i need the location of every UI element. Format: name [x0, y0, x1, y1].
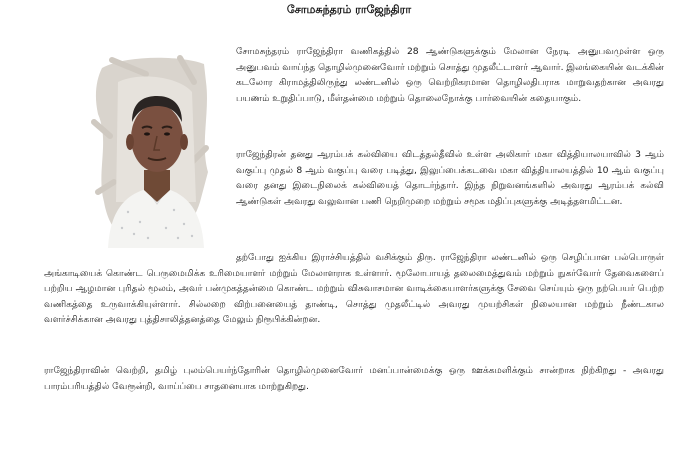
- portrait-photo: [88, 52, 220, 250]
- business-paragraph: தற்போது ஐக்கிய இராச்சியத்தில் வசிக்கும் திரு. ராஜேந்திரா லண்டனில் ஒரு செழிப்பான பல்பொருள் அங்காடியைக் கொண்ட பெருமைமிக்க உரிமையாளர் மற்றும் மேலாளராக உள்ளார். மூலோபாயத் தலைமைத்துவம் மற்றும் நுகர்வோர் தேவைகளைப் பற்றிய ஆழமான புரிதல் மூலம், அவர் பன்முகத்தன்மை கொண்ட மற்றும் விசுவாசமான வாடிக்கையாளர்களுக்கு சேவை செய்யும் ஒரு நற்பெயர் பெற்ற வணிகத்தை உருவாக்கியுள்ளார். சில்லறை விற்பனையைத் தாண்டி, சொத்து முதலீட்டில் அவரது முயற்சிகள் நிலையான மற்றும் நீண்டகால வளர்ச்சிக்கான அவரது புத்திசாலித்தனத்தை மேலும் நிரூபிக்கின்றன.: [44, 252, 664, 326]
- closing-paragraph: ராஜேந்திராவின் வெற்றி, தமிழ் புலம்பெயர்ந்தோரின் தொழில்முனைவோர் மனப்பான்மைக்கு ஒரு ஊக்கமளிக்கும் சான்றாக நிற்கிறது - அவரது பாரம்பரியத்தில் வேரூன்றி, வாய்ப்பை சாதனையாக மாற்றுகிறது.: [44, 365, 664, 392]
- intro-paragraph: சோமசுந்தரம் ராஜேந்திரா வணிகத்தில் 28 ஆண்டுகளுக்கும் மேலான நேரடி அனுபவமுள்ள ஒரு அனுபவம் வாய்ந்த தொழில்முனைவோர் மற்றும் சொத்து முதலீட்டாளர் ஆவார். இலங்கையின் வடக்கின் கடலோர கிராமத்திலிருந்து லண்டனில் ஒரு வெற்றிகரமான தொழிலதிபராக மாறுவதற்கான அவரது பயணம் உறுதிப்பாடு, மீள்தன்மை மற்றும் தொலைநோக்கு பார்வையின் கதையாகும்.: [236, 46, 664, 104]
- education-paragraph: ராஜேந்திரன் தனது ஆரம்பக் கல்வியை விடத்தல்தீவில் உள்ள அலிகார் மகா வித்தியாலயாவில் 3 ஆம் வகுப்பு முதல் 8 ஆம் வகுப்பு வரை படித்து, இலுப்பைக்கடவை மகா வித்தியாலயத்தில் 10 ஆம் வகுப்பு வரை தனது இடைநிலைக் கல்வியைத் தொடர்ந்தார். இந்த நிறுவனங்களில் அவரது ஆரம்பக் கல்வி ஆண்டுகள் அவரது வலுவான பணி நெறிமுறை மற்றும் சமூக மதிப்புகளுக்கு அடித்தளமிட்டன.: [236, 149, 664, 207]
- page-title: சோமசுந்தரம் ராஜேந்திரா: [286, 3, 412, 16]
